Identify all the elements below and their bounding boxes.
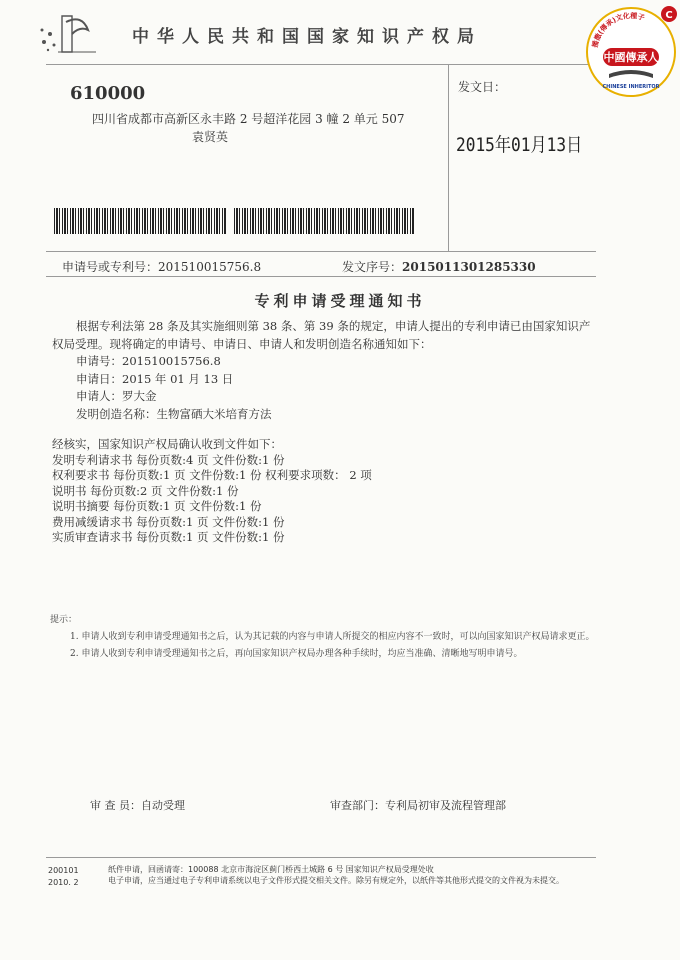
watermark-arc-text: 播撒(傳承)文化種子: [591, 11, 646, 49]
watermark-title: 中國傳承人: [603, 51, 659, 64]
id-row-bottom-divider: [46, 276, 596, 277]
document-item: 说明书摘要 每份页数:1 页 文件份数:1 份: [52, 499, 262, 513]
id-row-top-divider: [46, 251, 596, 252]
date-stamp: 2015年01月13日: [456, 134, 583, 156]
document-item: 权利要求书 每份页数:1 页 文件份数:1 份 权利要求项数： 2 项: [52, 468, 372, 482]
footer-line-paper: 纸件申请，回函请寄：100088 北京市海淀区蓟门桥西土城路 6 号 国家知识产权局受理处收: [108, 865, 434, 874]
tips: [50, 612, 610, 663]
patent-office-emblem: [36, 12, 102, 56]
notice-field-invention-title: 发明创造名称：生物富硒大米培育方法: [76, 406, 272, 421]
notice-title: 专利申请受理通知书: [254, 292, 426, 310]
tips-label: 提示：: [50, 615, 78, 625]
form-version: 2010. 2: [48, 878, 79, 887]
postcode: 610000: [70, 83, 146, 104]
examiner: 审 查 员：自动受理: [90, 799, 185, 812]
notice-field-application-number: 申请号：201510015756.8: [76, 354, 221, 368]
notice-field-filing-date: 申请日：2015 年 01 月 13 日: [76, 371, 234, 386]
application-number-value: 201510015756.8: [158, 260, 262, 274]
recipient-name: 袁贤英: [192, 130, 229, 144]
send-number-label: 发文序号：: [342, 260, 403, 274]
form-code: 200101: [48, 866, 79, 875]
notice-intro: 根据专利法第 28 条及其实施细则第 38 条、第 39 条的规定，申请人提出的专利申请已由国家知识产权局受理。现将确定的申请号、申请日、申请人和发明创造名称通知如下：: [52, 319, 591, 351]
recipient-address: 四川省成都市高新区永丰路 2 号超洋花园 3 幢 2 单元 507: [92, 112, 405, 126]
document-item: 费用减缓请求书 每份页数:1 页 文件份数:1 份: [52, 514, 285, 529]
date-label: 发文日：: [458, 80, 507, 94]
watermark-subtitle: CHINESE INHERITOR: [602, 84, 660, 90]
tip-item: 2. 申请人收到专利申请受理通知书之后，再向国家知识产权局办理各种手续时，均应当准确、清晰地写明申请号。: [70, 649, 523, 659]
tip-item: 1. 申请人收到专利申请受理通知书之后，认为其记载的内容与申请人所提交的相应内容不一致时，可以向国家知识产权局请求更正。: [70, 632, 595, 642]
footer-instructions: [108, 864, 602, 886]
notice-field-applicant: 申请人：罗大金: [76, 389, 157, 403]
notice-body: [52, 318, 600, 423]
footer-line-electronic: 电子申请，应当通过电子专利申请系统以电子文件形式提交相关文件。除另有规定外，以纸件等其他形式提交的文件视为未提交。: [108, 876, 564, 885]
document-item: 实质审查请求书 每份页数:1 页 文件份数:1 份: [52, 530, 285, 544]
watermark-badge: C: [665, 10, 673, 21]
watermark-logo: [583, 4, 679, 100]
header-divider: [46, 64, 596, 65]
received-documents: [52, 437, 552, 546]
application-number: [62, 258, 261, 275]
send-number-value: 2015011301285330: [402, 260, 536, 274]
block-divider: [448, 64, 449, 252]
document-item: 发明专利请求书 每份页数:4 页 文件份数:1 份: [52, 452, 285, 467]
application-number-label: 申请号或专利号：: [62, 260, 159, 274]
barcode-left: [54, 208, 226, 234]
send-number: [342, 258, 536, 275]
examining-department: 审查部门：专利局初审及流程管理部: [330, 799, 506, 812]
office-name: 中华人民共和国国家知识产权局: [132, 27, 482, 47]
footer-divider: [46, 857, 596, 858]
barcode-right: [234, 208, 414, 234]
document-item: 说明书 每份页数:2 页 文件份数:1 份: [52, 483, 239, 498]
documents-intro: 经核实，国家知识产权局确认收到文件如下：: [52, 437, 282, 451]
